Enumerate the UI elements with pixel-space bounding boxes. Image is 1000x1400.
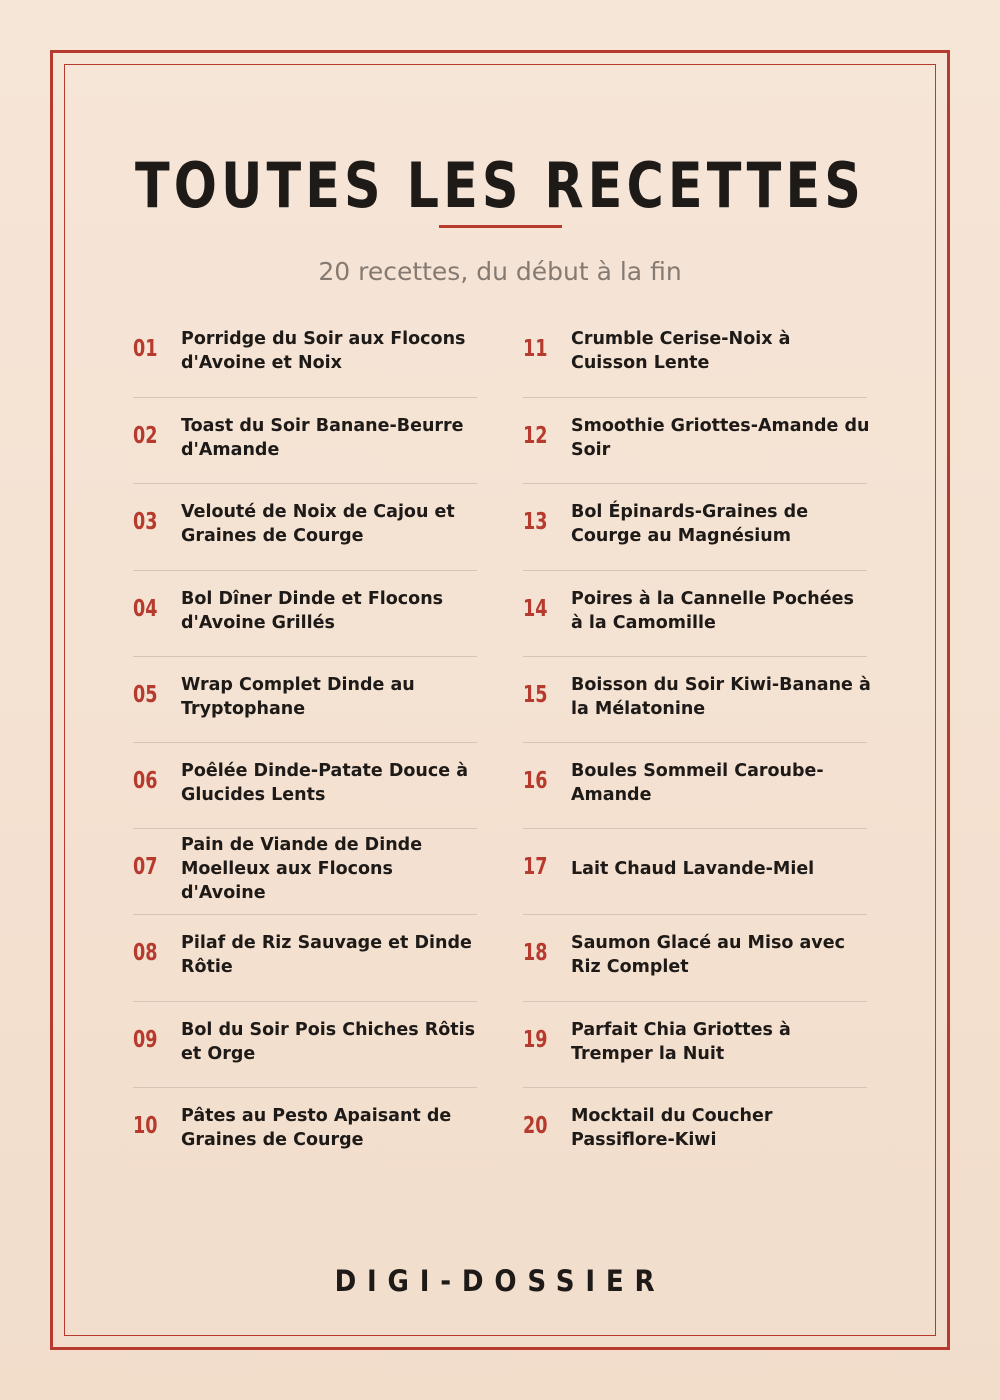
recipe-title: Toast du Soir Banane-Beurre d'Amande bbox=[181, 416, 464, 461]
recipe-item[interactable] bbox=[523, 311, 867, 397]
recipe-item[interactable] bbox=[523, 570, 867, 656]
recipe-title: Pain de Viande de Dinde Moelleux aux Flocons d'Avoine bbox=[181, 835, 423, 904]
recipe-list-left bbox=[133, 311, 477, 1173]
recipe-title: Boules Sommeil Caroube-Amande bbox=[571, 760, 824, 805]
recipe-title: Boisson du Soir Kiwi-Banane à la Mélatonine bbox=[571, 674, 871, 719]
recipe-number: 09 bbox=[133, 1026, 158, 1053]
recipe-title: Smoothie Griottes-Amande du Soir bbox=[571, 416, 870, 461]
recipe-title: Bol Dîner Dinde et Flocons d'Avoine Grillés bbox=[181, 588, 444, 633]
recipe-item[interactable] bbox=[523, 1001, 867, 1087]
recipe-number: 14 bbox=[523, 595, 548, 622]
recipe-number: 19 bbox=[523, 1026, 548, 1053]
recipe-number: 02 bbox=[133, 423, 158, 450]
recipe-item[interactable] bbox=[133, 311, 477, 397]
recipe-title: Parfait Chia Griottes à Tremper la Nuit bbox=[571, 1019, 791, 1064]
recipe-number: 07 bbox=[133, 854, 158, 881]
recipe-item[interactable] bbox=[133, 1001, 477, 1087]
recipe-title: Bol Épinards-Graines de Courge au Magnésium bbox=[571, 502, 809, 547]
recipe-title: Mocktail du Coucher Passiflore-Kiwi bbox=[571, 1105, 773, 1150]
recipe-number: 17 bbox=[523, 854, 548, 881]
recipe-title: Wrap Complet Dinde au Tryptophane bbox=[181, 674, 415, 719]
recipe-item[interactable] bbox=[133, 742, 477, 828]
recipe-number: 01 bbox=[133, 336, 158, 362]
recipe-title: Lait Chaud Lavande-Miel bbox=[571, 859, 815, 880]
recipe-number: 04 bbox=[133, 595, 158, 622]
recipe-item[interactable] bbox=[523, 656, 871, 742]
recipe-item[interactable] bbox=[133, 828, 477, 914]
recipe-item[interactable] bbox=[523, 828, 867, 914]
recipe-item[interactable] bbox=[523, 1087, 867, 1173]
recipe-title: Pâtes au Pesto Apaisant de Graines de Courge bbox=[181, 1105, 452, 1150]
recipe-title: Poires à la Cannelle Pochées à la Camomille bbox=[571, 588, 854, 633]
recipe-item[interactable] bbox=[133, 570, 477, 656]
recipe-number: 15 bbox=[523, 681, 548, 708]
recipe-number: 12 bbox=[523, 423, 548, 450]
recipe-title: Poêlée Dinde-Patate Douce à Glucides Lents bbox=[181, 760, 469, 805]
recipe-number: 03 bbox=[133, 509, 158, 536]
recipe-list-right bbox=[523, 311, 871, 1173]
recipe-title: Pilaf de Riz Sauvage et Dinde Rôtie bbox=[181, 933, 472, 978]
recipe-item[interactable] bbox=[523, 483, 867, 569]
recipe-number: 11 bbox=[523, 336, 548, 362]
recipe-number: 08 bbox=[133, 940, 158, 967]
recipe-item[interactable] bbox=[133, 397, 477, 483]
recipe-title: Crumble Cerise-Noix à Cuisson Lente bbox=[571, 329, 791, 373]
recipe-title: Velouté de Noix de Cajou et Graines de Courge bbox=[181, 502, 455, 547]
recipe-number: 18 bbox=[523, 940, 548, 967]
recipe-item[interactable] bbox=[523, 742, 867, 828]
recipe-number: 10 bbox=[133, 1112, 158, 1139]
recipe-title: Saumon Glacé au Miso avec Riz Complet bbox=[571, 933, 845, 978]
recipe-number: 16 bbox=[523, 767, 548, 794]
recipe-item[interactable] bbox=[133, 483, 477, 569]
recipe-number: 13 bbox=[523, 509, 548, 536]
page-title: TOUTES LES RECETTES bbox=[134, 149, 866, 222]
recipe-title: Bol du Soir Pois Chiches Rôtis et Orge bbox=[181, 1019, 476, 1064]
recipe-number: 05 bbox=[133, 681, 158, 708]
brand-footer: DIGI-DOSSIER bbox=[334, 1264, 666, 1298]
page-subtitle: 20 recettes, du début à la fin bbox=[318, 257, 682, 286]
recipe-item[interactable] bbox=[523, 397, 870, 483]
recipe-number: 06 bbox=[133, 767, 158, 794]
recipe-item[interactable] bbox=[133, 914, 477, 1000]
recipe-item[interactable] bbox=[523, 914, 867, 1000]
recipe-item[interactable] bbox=[133, 1087, 477, 1173]
recipe-title: Porridge du Soir aux Flocons d'Avoine et Noix bbox=[181, 329, 466, 373]
recipe-item[interactable] bbox=[133, 656, 477, 742]
title-underline bbox=[439, 225, 562, 228]
recipe-number: 20 bbox=[523, 1112, 548, 1139]
